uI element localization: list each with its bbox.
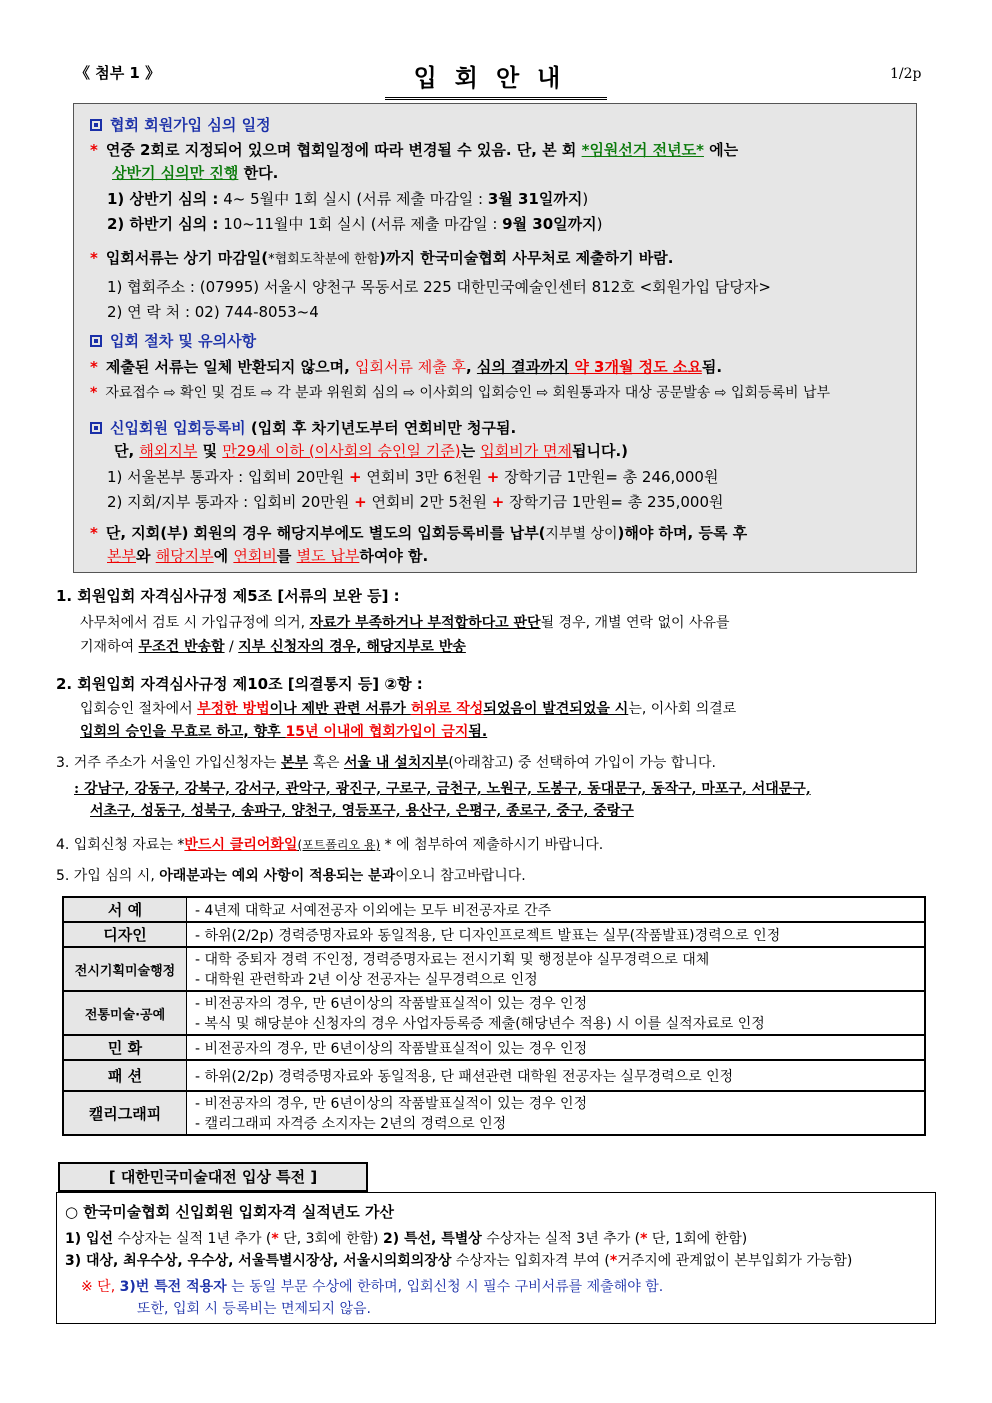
award-heading: ○ 한국미술협회 신입회원 입회자격 실적년도 가산 [65,1203,395,1221]
fee-branch: 2) 지회/지부 통과자 : 입회비 20만원 + 연회비 2만 5천원 + 장학기금 1만원= 총 235,000원 [107,493,724,511]
seoul-districts-1: : 강남구, 강동구, 강북구, 강서구, 관악구, 광진구, 구로구, 금천구, 노원구, 도봉구, 동대문구, 동작구, 마포구, 서대문구, [74,781,811,797]
exception-description [187,897,926,922]
rule-2-text-cont: 입회의 승인을 무효로 하고, 향후 15년 이내에 협회가입이 금지됨. [80,724,488,740]
rule-2-title: 2. 회원입회 자격심사규정 제10조 [의결통지 등] ②항 : [56,675,423,693]
attachment-label: 《 첨부 1 》 [75,64,161,82]
exception-line: - 하위(2/2p) 경력증명자료와 동일적용, 단 디자인프로젝트 발표는 실무(작품발표)경력으로 인정 [195,927,781,944]
exception-category: 민 화 [63,1035,187,1060]
exception-row [63,922,925,947]
exception-category: 서 예 [63,897,187,922]
exception-row [63,1060,925,1091]
rule-1-title: 1. 회원입회 자격심사규정 제5조 [서류의 보완 등] : [56,587,400,605]
exception-line: - 4년제 대학교 서예전공자 이외에는 모두 비전공자로 간주 [195,902,552,919]
exception-category: 전통미술·공예 [63,991,187,1035]
page-title: 입회안내 [385,58,607,100]
exception-category: 전시기획미술행정 [63,947,187,991]
exception-description [187,1091,926,1135]
rule-4-text: 4. 입회신청 자료는 *반드시 클리어화일(포트폴리오 용) * 에 첨부하여 제출하시기 바랍니다. [56,837,604,853]
seoul-districts-2: 서초구, 성동구, 성북구, 송파구, 양천구, 영등포구, 용산구, 은평구, 종로구, 중구, 중랑구 [90,803,634,819]
exception-line: - 하위(2/2p) 경력증명자료와 동일적용, 단 패션관련 대학원 전공자는 실무경력으로 인정 [195,1068,734,1085]
exception-line: - 비전공자의 경우, 만 6년이상의 작품발표실적이 있는 경우 인정 [195,996,588,1012]
branch-fee-note: * 단, 지회(부) 회원의 경우 해당지부에도 별도의 입회등록비를 납부(지부별 상이)해야 하며, 등록 후 [90,524,748,542]
award-tab: [ 대한민국미술대전 입상 특전 ] [58,1162,368,1192]
exception-category: 캘리그래피 [63,1091,187,1135]
schedule-note-cont: 상반기 심의만 진행 한다. [112,164,279,182]
fee-exemption: 단, 해외지부 및 만29세 이하 (이사회의 승인일 기준)는 입회비가 면제됩니다.) [114,442,629,460]
page-number: 1/2p [890,66,922,82]
exception-table [62,896,926,1136]
exception-row [63,1035,925,1060]
square-bullet-icon [90,335,102,347]
section-fee-title: 신입회원 입회등록비 (입회 후 차기년도부터 연회비만 청구됨. [90,417,516,438]
section-procedure-title: 입회 절차 및 유의사항 [90,330,256,351]
exception-row [63,1091,925,1135]
award-box [56,1192,936,1324]
exception-description [187,1035,926,1060]
award-note-cont: 또한, 입회 시 등록비는 면제되지 않음. [137,1301,372,1317]
rule-2-text: 입회승인 절차에서 부정한 방법이나 제반 관련 서류가 허위로 작성되었음이 발견되었을 시는, 이사회 의결로 [80,701,737,717]
square-bullet-icon [90,422,102,434]
rule-1-text: 사무처에서 검토 시 가입규정에 의거, 자료가 부족하거나 부적합하다고 판단될 경우, 개별 연락 없이 사유를 [80,615,730,631]
exception-description [187,922,926,947]
office-phone: 2) 연 락 처 : 02) 744-8053~4 [107,303,319,321]
square-bullet-icon [90,119,102,131]
exception-description [187,1060,926,1091]
award-line-1: 1) 입선 수상자는 실적 1년 추가 (* 단, 3회에 한함) 2) 특선, 특별상 수상자는 실적 3년 추가 (* 단, 1회에 한함) [65,1231,748,1247]
exception-row [63,947,925,991]
schedule-box [73,103,917,573]
rule-1-text-cont: 기재하여 무조건 반송함 / 지부 신청자의 경우, 해당지부로 반송 [80,639,466,655]
exception-line: - 비전공자의 경우, 만 6년이상의 작품발표실적이 있는 경우 인정 [195,1040,588,1057]
exception-category: 디자인 [63,922,187,947]
branch-fee-note-cont: 본부와 해당지부에 연회비를 별도 납부하여야 함. [107,547,429,565]
exception-row [63,897,925,922]
exception-line: - 복식 및 해당분야 신청자의 경우 사업자등록증 제출(해당년수 적용) 시 이를 실적자료로 인정 [195,1016,765,1032]
schedule-note: * 연중 2회로 지정되어 있으며 협회일정에 따라 변경될 수 있음. 단, 본 회 *임원선거 전년도* 에는 [90,141,739,159]
fee-seoul: 1) 서울본부 통과자 : 입회비 20만원 + 연회비 3만 6천원 + 장학기금 1만원= 총 246,000원 [107,468,719,486]
exception-row [63,991,925,1035]
exception-line: - 대학 중퇴자 경력 不인정, 경력증명자료는 전시기획 및 행정분야 실무경력으로 대체 [195,952,710,968]
exception-category: 패 션 [63,1060,187,1091]
rule-3-text: 3. 거주 주소가 서울인 가입신청자는 본부 혹은 서울 내 설치지부(아래참고) 중 선택하여 가입이 가능 합니다. [56,755,716,771]
award-line-2: 3) 대상, 최우수상, 우수상, 서울특별시장상, 서울시의회의장상 수상자는 입회자격 부여 (*거주지에 관계없이 본부입회가 가능함) [65,1253,853,1269]
rule-5-text: 5. 가입 심의 시, 아래분과는 예외 사항이 적용되는 분과이오니 참고바랍니다. [56,868,526,884]
award-note: ※ 단, 3)번 특전 적용자 는 동일 부문 수상에 한하며, 입회신청 시 필수 구비서류를 제출해야 함. [81,1279,664,1295]
exception-line: - 대학원 관련학과 2년 이상 전공자는 실무경력으로 인정 [195,972,538,988]
exception-line: - 캘리그래피 자격증 소지자는 2년의 경력으로 인정 [195,1116,507,1132]
schedule-first-half: 1) 상반기 심의 : 4~ 5월中 1회 실시 (서류 제출 마감일 : 3월 31일까지) [107,190,589,208]
submission-note: * 입회서류는 상기 마감일(*협회도착분에 한함)까지 한국미술협회 사무처로 제출하기 바람. [90,249,674,267]
exception-line: - 비전공자의 경우, 만 6년이상의 작품발표실적이 있는 경우 인정 [195,1096,588,1112]
office-address: 1) 협회주소 : (07995) 서울시 양천구 목동서로 225 대한민국예술인센터 812호 <회원가입 담당자> [107,278,771,296]
section-schedule-title: 협회 회원가입 심의 일정 [90,114,271,135]
procedure-note: * 제출된 서류는 일체 반환되지 않으며, 입회서류 제출 후, 심의 결과까지 약 3개월 정도 소요됨. [90,358,723,376]
procedure-flow: * 자료접수 ⇨ 확인 및 검토 ⇨ 각 분과 위원회 심의 ⇨ 이사회의 입회승인 ⇨ 회원통과자 대상 공문발송 ⇨ 입회등록비 납부 [90,385,831,401]
exception-description [187,947,926,991]
exception-description [187,991,926,1035]
schedule-second-half: 2) 하반기 심의 : 10~11월中 1회 실시 (서류 제출 마감일 : 9월 30일까지) [107,215,603,233]
